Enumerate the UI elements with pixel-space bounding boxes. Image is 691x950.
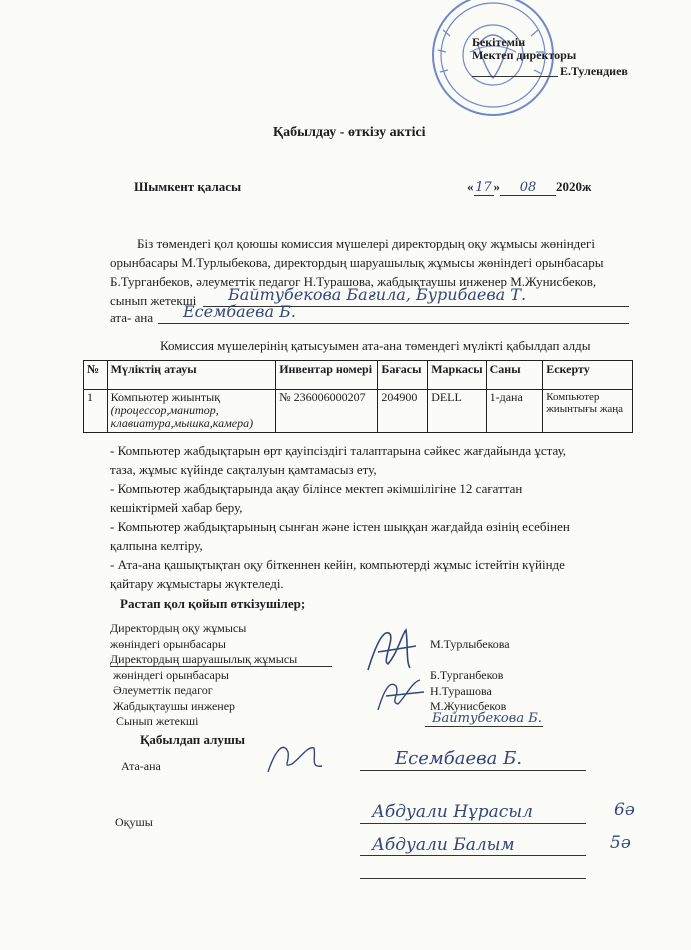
- cell-note: Компьютер жиынтығы жаңа: [543, 390, 633, 433]
- date-month: 08: [500, 180, 556, 196]
- approval-line-2: Мектеп директоры: [472, 48, 577, 62]
- cell-name-main: Компьютер жиынтық: [110, 390, 221, 404]
- teacher-signature-line: [425, 726, 543, 727]
- student-line-1-rule: [360, 823, 586, 824]
- student-line-1: Абдуали Нұрасыл: [372, 802, 533, 822]
- student-grade-2: 5ә: [610, 833, 631, 853]
- class-teacher-label: сынып жетекші: [110, 293, 197, 308]
- cell-qty: 1-дана: [486, 390, 543, 433]
- director-signature-line: [472, 76, 558, 77]
- signer-deputy-econ-1: Директордың шаруашылық жұмысы: [110, 652, 298, 666]
- signer-names: [430, 637, 510, 715]
- confirm-heading: Растап қол қойып өткізушілер;: [120, 596, 306, 611]
- receiver-parent-handwritten: Есембаева Б.: [395, 748, 523, 769]
- student-label: Оқушы: [115, 815, 153, 829]
- teacher-signature: Байтубекова Б.: [432, 711, 542, 726]
- parent-handwritten: Есембаева Б.: [183, 302, 296, 321]
- date-close-quote: »: [493, 179, 500, 194]
- cell-name-detail: (процессор,манитор, клавиатура,мышка,камера): [110, 403, 254, 430]
- date-open-quote: «: [467, 179, 474, 194]
- obligation-line: таза, жұмыс күйінде сақталуын қамтамасыз ету,: [110, 462, 377, 477]
- header-price: Бағасы: [378, 361, 428, 390]
- cell-name: [107, 390, 276, 433]
- signer-teacher: Сынып жетекші: [116, 714, 199, 728]
- header-qty: Саны: [486, 361, 543, 390]
- obligations-list: [110, 441, 650, 593]
- student-line-2-rule: [360, 855, 586, 856]
- director-name: Е.Тулендиев: [560, 64, 628, 78]
- signer-deputy-edu-2: жөніндегі орынбасары: [110, 636, 226, 651]
- header-name: Мүліктің атауы: [107, 361, 276, 390]
- items-table: [83, 360, 633, 433]
- cell-number: 1: [84, 390, 108, 433]
- name-social: Н.Турашова: [430, 683, 492, 698]
- signer-social: Әлеуметтік педагог: [113, 683, 213, 697]
- header-brand: Маркасы: [428, 361, 486, 390]
- signer-deputy-edu-1: Директордың оқу жұмысы: [110, 621, 247, 635]
- date-year: 2020ж: [556, 179, 592, 194]
- obligation-line: - Ата-ана қашықтықтан оқу біткеннен кейін, компьютерді жұмыс істейтін күйінде: [110, 557, 565, 572]
- signers-block: [110, 621, 297, 730]
- signer-deputy-econ-2: жөніндегі орынбасары: [113, 667, 229, 682]
- intro-line-1: Біз төмендегі қол қоюшы комиссия мүшелері директордың оқу жұмысы жөніндегі: [137, 236, 596, 251]
- parent-line: [158, 323, 629, 324]
- name-deputy-edu: М.Турлыбекова: [430, 637, 510, 651]
- obligation-line: қалпына келтіру,: [110, 538, 203, 553]
- approval-line-1: Бекітемін: [472, 35, 526, 49]
- student-line-2: Абдуали Балым: [372, 835, 515, 855]
- approval-block: [472, 36, 576, 62]
- student-grade-1: 6ә: [614, 800, 635, 820]
- name-deputy-econ: Б.Турганбеков: [430, 668, 504, 682]
- name-engineer: М.Жунисбеков: [430, 699, 507, 713]
- date: [467, 179, 591, 196]
- page-title: Қабылдау - өткізу актісі: [273, 125, 426, 140]
- city: Шымкент қаласы: [134, 179, 242, 194]
- commission-text: Комиссия мүшелерінің қатысуымен ата-ана төмендегі мүлікті қабылдап алды: [160, 338, 591, 353]
- date-day: 17: [475, 180, 492, 195]
- intro-line-3: Б.Турганбеков, әлеуметтік педагог Н.Турашова, жабдықтаушы инженер М.Жунисбеков,: [110, 274, 597, 289]
- receiver-parent-line: [360, 770, 586, 771]
- cell-brand: DELL: [428, 390, 486, 433]
- receiving-heading: Қабылдап алушы: [140, 732, 246, 747]
- obligation-line: қайтару жұмыстары жүктеледі.: [110, 576, 284, 591]
- class-teacher-handwritten: Байтубекова Бағила, Бурибаева Т.: [228, 285, 527, 304]
- deputy-econ-underline: [110, 666, 332, 667]
- signature-mark: [262, 738, 332, 780]
- receiver-parent-label: Ата-ана: [121, 759, 161, 773]
- header-note: Ескерту: [543, 361, 633, 390]
- obligation-line: - Компьютер жабдықтарының сынған және істен шыққан жағдайда өзінің есебінен: [110, 519, 570, 534]
- obligation-line: - Компьютер жабдықтарын өрт қауіпсіздігі талаптарына сәйкес жағдайында ұстау,: [110, 443, 567, 458]
- obligation-line: - Компьютер жабдықтарында ақау білінсе мектеп әкімшілігіне 12 сағаттан: [110, 481, 523, 496]
- cell-inventory: № 236006000207: [276, 390, 378, 433]
- intro-line-2: орынбасары М.Турлыбекова, директордың шаруашылық жұмысы жөніндегі орынбасары: [110, 255, 604, 270]
- cell-price: 204900: [378, 390, 428, 433]
- parent-label: ата- ана: [110, 310, 154, 325]
- official-stamp: [418, 0, 568, 125]
- signer-engineer: Жабдықтаушы инженер: [113, 698, 236, 713]
- table-header-row: [84, 361, 633, 390]
- signature-mark: [372, 672, 432, 716]
- table-row: [84, 390, 633, 433]
- obligation-line: кешіктірмей хабар беру,: [110, 500, 243, 515]
- header-number: №: [84, 361, 108, 390]
- header-inventory: Инвентар номері: [276, 361, 378, 390]
- student-line-3-rule: [360, 878, 586, 879]
